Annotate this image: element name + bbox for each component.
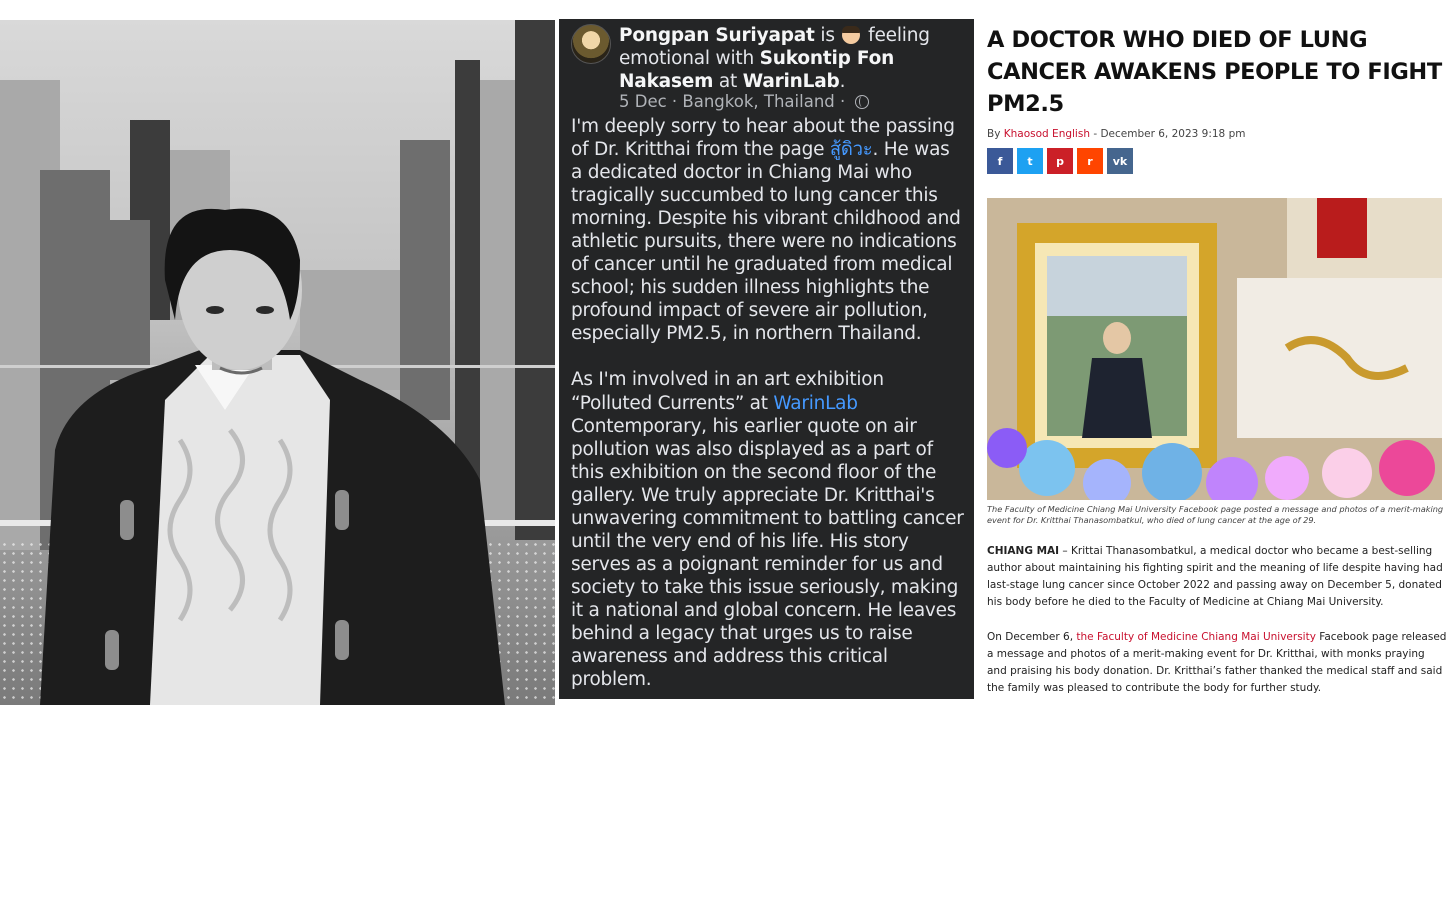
article-title: A DOCTOR WHO DIED OF LUNG CANCER AWAKENS PEOPLE TO FIGHT PM2.5: [987, 27, 1442, 117]
post-date[interactable]: 5 Dec: [619, 92, 667, 111]
photo-caption: The Faculty of Medicine Chiang Mai University Facebook page posted a message and photos of a merit-making event for Dr. Kritthai Thanasombatkul, who died of lung cancer at the age of 29.: [987, 504, 1444, 525]
post-body: [571, 115, 966, 691]
tagged-person[interactable]: Sukontip Fon Nakasem: [619, 48, 895, 92]
author-link[interactable]: Khaosod English: [1003, 128, 1090, 140]
post-header: Pongpan Suriyapat is feeling emotional with Sukontip Fon Nakasem at WarinLab.: [619, 25, 930, 92]
faculty-link[interactable]: the Faculty of Medicine Chiang Mai University: [1076, 631, 1316, 643]
share-pinterest-button[interactable]: [1047, 148, 1073, 174]
emotional-emoji-icon: [842, 26, 860, 44]
news-article: [987, 24, 1447, 697]
vk-icon: vk: [1112, 154, 1128, 168]
avatar[interactable]: [571, 24, 611, 64]
post-paragraph-2: As I'm involved in an art exhibition “Polluted Currents” at WarinLab Contemporary, his earlier quote on air pollution was also displayed as a part of this exhibition on the second floor of the gallery. We truly appreciate Dr. Kritthai's unwavering commitment to battling cancer until the very end of his life. His story serves as a poignant reminder for us and society to take this issue seriously, making it a national and global concern. He leaves behind a legacy that urges us to raise awareness and address this critical problem.: [571, 369, 964, 691]
facebook-icon: f: [997, 154, 1003, 168]
warinlab-link[interactable]: WarinLab: [773, 392, 858, 414]
feeling-text: feeling emotional with: [619, 25, 930, 69]
tagged-place[interactable]: WarinLab: [742, 71, 840, 92]
article-date: - December 6, 2023 9:18 pm: [1093, 128, 1246, 140]
share-twitter-button[interactable]: [1017, 148, 1043, 174]
share-reddit-button[interactable]: [1077, 148, 1103, 174]
portrait-photo: [0, 20, 555, 705]
twitter-icon: t: [1027, 154, 1033, 168]
facebook-post: [559, 19, 974, 699]
reddit-icon: r: [1087, 154, 1093, 168]
article-paragraph-2: On December 6, the Faculty of Medicine Chiang Mai University Facebook page released a message and photos of a merit-making event for Dr. Kritthai, with monks praying and praising his body donation. Dr. Kritthai’s father thanked the medical staff and said the family was pleased to contribute the body for further study.: [987, 631, 1447, 694]
globe-icon: [855, 95, 869, 109]
article-paragraph-1: CHIANG MAI – Krittai Thanasombatkul, a medical doctor who became a best-selling author about maintaining his fighting spirit and the meaning of life despite having had last-stage lung cancer since October 2022 and passing away on December 5, donated his body before he died to the Faculty of Medicine at Chiang Mai University.: [987, 545, 1443, 608]
byline: By Khaosod English - December 6, 2023 9:18 pm: [987, 128, 1246, 140]
post-location[interactable]: Bangkok, Thailand: [682, 92, 835, 111]
memorial-photo: [987, 198, 1442, 500]
pinterest-icon: p: [1056, 154, 1064, 168]
person-figure: [0, 20, 555, 705]
page-link[interactable]: สู้ดิวะ: [829, 139, 873, 161]
share-facebook-button[interactable]: [987, 148, 1013, 174]
author-name[interactable]: Pongpan Suriyapat: [619, 25, 815, 46]
dateline: CHIANG MAI: [987, 545, 1060, 557]
post-paragraph-1: I'm deeply sorry to hear about the passing of Dr. Kritthai from the page สู้ดิวะ. He was a dedicated doctor in Chiang Mai who tragically succumbed to lung cancer this morning. Despite his vibrant childhood and athletic pursuits, there were no indications of cancer until he graduated from medical school; his sudden illness highlights the profound impact of severe air pollution, especially PM2.5, in northern Thailand.: [571, 116, 961, 345]
share-vk-button[interactable]: [1107, 148, 1133, 174]
post-meta: 5 Dec · Bangkok, Thailand ·: [619, 92, 869, 111]
share-buttons: [987, 148, 1447, 174]
